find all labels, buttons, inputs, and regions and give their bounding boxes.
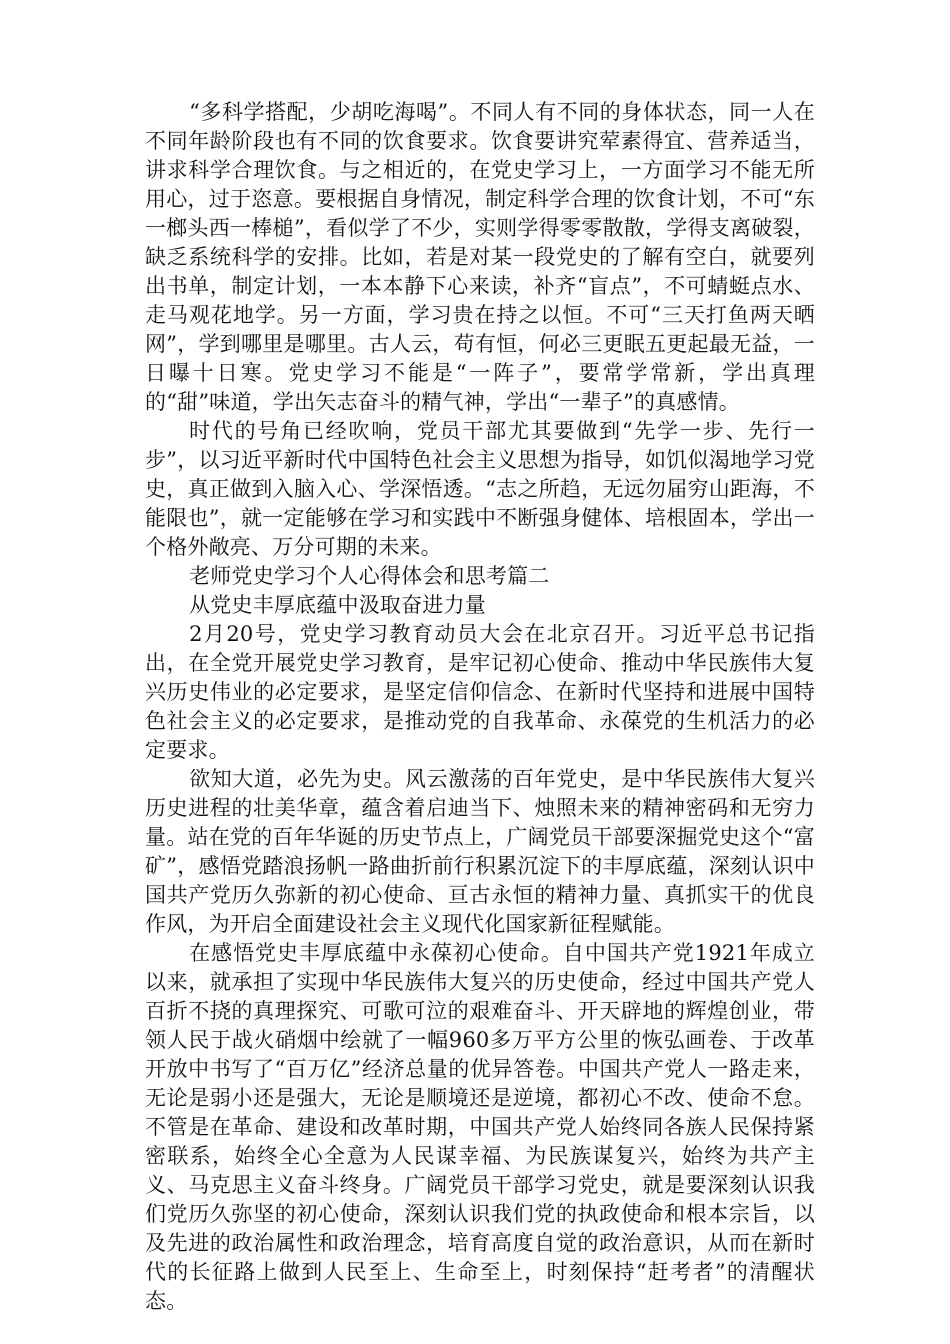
paragraph-diet-analogy: “多科学搭配，少胡吃海喝”。不同人有不同的身体状态，同一人在不同年龄阶段也有不同的饮食要求。饮食要讲究荤素得宜、营养适当，讲求科学合理饮食。与之相近的，在党史学习上，一方面学习不能无所用心，过于恣意。要根据自身情况，制定科学合理的饮食计划，不可“东一榔头西一棒槌”，看似学了不少，实则学得零零散散，学得支离破裂，缺乏系统科学的安排。比如，若是对某一段党史的了解有空白，就要列出书单，制定计划，一本本静下心来读，补齐“盲点”，不可蜻蜓点水、走马观花地学。另一方面，学习贵在持之以恒。不可“三天打鱼两天晒网”，学到哪里是哪里。古人云，苟有恒，何必三更眠五更起最无益，一日曝十日寒。党史学习不能是“一阵子”，要常学常新，学出真理的“甜”味道，学出矢志奋斗的精气神，学出“一辈子”的真感情。 (145, 100, 815, 414)
section-title: 老师党史学习个人心得体会和思考篇二 (189, 564, 550, 588)
document-body (145, 98, 815, 1316)
paragraph-history-wisdom: 欲知大道，必先为史。风云激荡的百年党史，是中华民族伟大复兴历史进程的壮美华章，蕴含着启迪当下、烛照未来的精神密码和无穷力量。站在党的百年华诞的历史节点上，广阔党员干部要深掘党史这个“富矿”，感悟党踏浪扬帆一路曲折前行积累沉淀下的丰厚底蕴，深刻认识中国共产党历久弥新的初心使命、亘古永恒的精神力量、真抓实干的优良作风，为开启全面建设社会主义现代化国家新征程赋能。 (145, 767, 815, 936)
paragraph-mobilization-meeting: 2月20号，党史学习教育动员大会在北京召开。习近平总书记指出，在全党开展党史学习教育，是牢记初心使命、推动中华民族伟大复兴历史伟业的必定要求，是坚定信仰信念、在新时代坚持和进展中国特色社会主义的必定要求，是推动党的自我革命、永葆党的生机活力的必定要求。 (145, 622, 815, 762)
paragraph-era-call: 时代的号角已经吹响，党员干部尤其要做到“先学一步、先行一步”，以习近平新时代中国特色社会主义思想为指导，如饥似渴地学习党史，真正做到入脑入心、学深悟透。“志之所趋，无远勿届穷山距海，不能限也”，就一定能够在学习和实践中不断强身健体、培根固本，学出一个格外敞亮、万分可期的未来。 (145, 419, 815, 559)
paragraph-original-mission: 在感悟党史丰厚底蕴中永葆初心使命。自中国共产党1921年成立以来，就承担了实现中华民族伟大复兴的历史使命，经过中国共产党人百折不挠的真理探究、可歌可泣的艰难奋斗、开天辟地的辉煌创业，带领人民于战火硝烟中绘就了一幅960多万平方公里的恢弘画卷、于改革开放中书写了“百万亿”经济总量的优异答卷。中国共产党人一路走来，无论是弱小还是强大，无论是顺境还是逆境，都初心不改、使命不怠。不管是在革命、建设和改革时期，中国共产党人始终同各族人民保持紧密联系，始终全心全意为人民谋幸福、为民族谋复兴，始终为共产主义、马克思主义奋斗终身。广阔党员干部学习党史，就是要深刻认识我们党历久弥坚的初心使命，深刻认识我们党的执政使命和根本宗旨，以及先进的政治属性和政治理念，培育高度自觉的政治意识，从而在新时代的长征路上做到人民至上、生命至上，时刻保持“赶考者”的清醒状态。 (145, 941, 815, 1313)
section-subtitle: 从党史丰厚底蕴中汲取奋进力量 (189, 593, 486, 617)
